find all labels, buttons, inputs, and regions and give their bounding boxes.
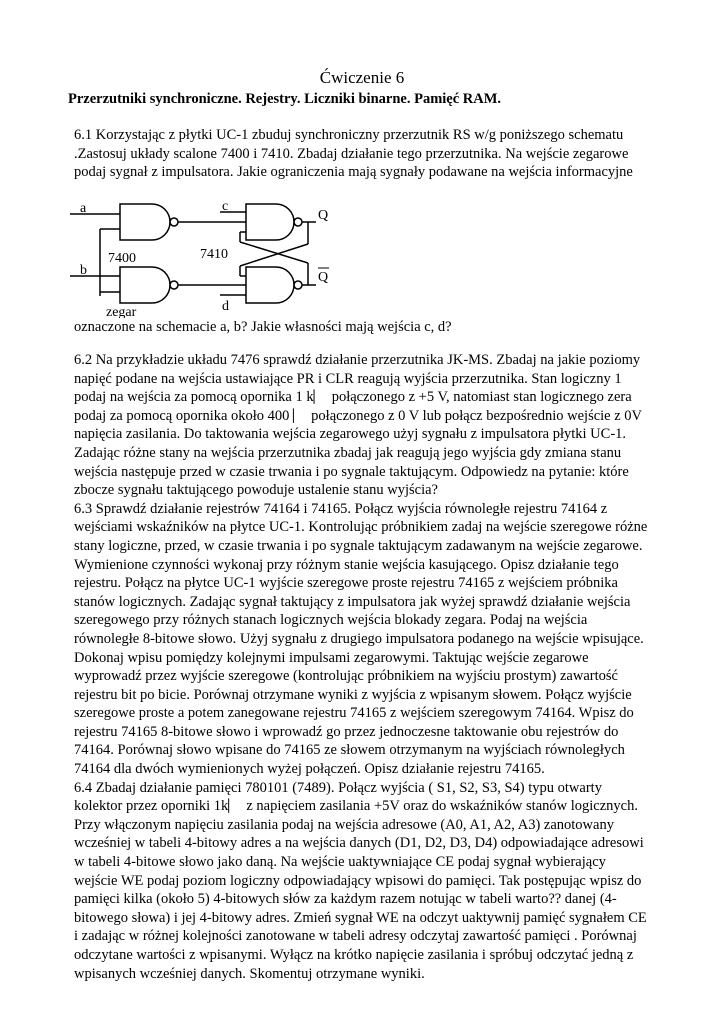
text-line: podaj za pomocą opornika około 400 ⎸ połączonego z 0 V lub połącz bezpośrednio wejście z 0V: [74, 407, 643, 424]
text-line: w tabeli 4-bitowe słowo jako daną. Na wejście uaktywniające CE podaj sygnał wybierający: [74, 854, 606, 871]
text-line: kolektor przez oporniki 1k⎸ z napięciem zasilania +5V oraz do wskaźników stanów logicznych.: [74, 798, 638, 815]
text-line: wcześniej w tabeli 4-bitowy adres a na wejścia danych (D1, D2, D3, D4) odpowiadające adresowi: [74, 835, 644, 852]
label-7400: 7400: [108, 251, 136, 266]
text-line: rejestru bit po bicie. Porównaj otrzymane wyniki z wyjścia z wpisanym słowem. Połącz wyjście: [74, 686, 632, 703]
text-line: podaj na wejścia za pomocą opornika 1 k⎸ połączonego z +5 V, natomiast stan logicznego zera: [74, 389, 632, 406]
nand-gate-top-left: [120, 204, 170, 240]
nand-gate-bottom-left: [120, 267, 170, 303]
text-line: 6.1 Korzystając z płytki UC-1 zbuduj synchroniczny przerzutnik RS w/g poniższego schematu: [74, 127, 624, 143]
label-d: d: [222, 299, 229, 314]
text-line: wejście WE podaj poziom logiczny odpowiadający wpisowi do pamięci. Tak postępując wpisz do: [74, 872, 642, 889]
text-line: rejestru. Połącz na płytce UC-1 wyjście szeregowe proste rejestru 74165 z wejściem próbnika: [74, 575, 618, 592]
rs-flipflop-schematic: [70, 196, 340, 318]
text-line: bitowego słowa) i jej 4-bitowy adres. Zmień sygnał WE na odczyt uaktywnij pamięć sygnałem CE: [74, 909, 647, 926]
text-line: 6.2 Na przykładzie układu 7476 sprawdź działanie przerzutnika JK-MS. Zbadaj na jakie poziomy: [74, 352, 641, 368]
nand-gate-top-right: [246, 204, 294, 240]
text-line: Przy włączonym napięciu zasilania podaj na wejścia adresowe (A0, A1, A2, A3) zanotowany: [74, 816, 614, 833]
text-line: .Zastosuj układy scalone 7400 i 7410. Zbadaj działanie tego przerzutnika. Na wejście zegarowe: [74, 145, 629, 162]
text-line: oznaczone na schemacie a, b? Jakie własności mają wejścia c, d?: [74, 319, 452, 335]
text-line: pamięci kilka (około 5) 4-bitowych słów za każdym razem notując w tabeli warto?? danej (4-: [74, 891, 617, 908]
body-text: [74, 351, 714, 983]
text-line: wpisanych wcześniej danych. Skomentuj otrzymane wyniki.: [74, 965, 425, 982]
text-line: równoległe 8-bitowe słowo. Użyj sygnału z drugiego impulsatora podanego na wejście wpisujące.: [74, 630, 644, 647]
text-line: napięcia zasilania. Do taktowania wejścia zegarowego użyj sygnału z impulsatora płytki UC-1.: [74, 426, 627, 443]
text-line: szeregowego przy różnych stanach logicznych wejścia blokady zegara. Podaj na wejścia: [74, 612, 588, 629]
label-c: c: [222, 199, 229, 214]
page-title: Ćwiczenie 6: [319, 68, 405, 87]
text-line: szeregowe proste a potem zanegowane rejestru 74165 z wejściem szeregowym 74164. Wpisz do: [74, 705, 634, 722]
text-line: 74164. Porównaj słowo wpisane do 74165 ze słowem otrzymanym na wyjściach równoległych: [74, 742, 625, 759]
text-line: wejściami wskaźników na płytce UC-1. Kontrolując próbnikiem zadaj na wejście szeregowe różne: [74, 519, 648, 536]
text-line: odczytane wartości z wpisanymi. Wyłącz na krótko napięcie zasilania i spróbuj odczytać jedną z: [74, 947, 634, 963]
text-line: stany logiczne, przed, w czasie trwania i po sygnale taktującym zadawanym na wejście zegarowe.: [74, 537, 643, 554]
text-line: Zadając różne stany na wejścia przerzutnika zbadaj jak reagują jego wyjścia gdy zmiana stanu: [74, 444, 622, 461]
section-6-1-continuation: [74, 318, 714, 337]
label-a: a: [80, 201, 87, 216]
text-line: Wymienione czynności wykonaj przy różnym stanie wejścia kasującego. Opisz działanie tego: [74, 556, 619, 573]
text-line: napięć podane na wejścia ustawiające PR i CLR reagują wyjścia przerzutnika. Stan logiczny 1: [74, 370, 622, 387]
text-line: wejścia następuje przed w czasie trwania i po sygnale taktującym. Odpowiedz na pytanie: które: [74, 463, 629, 480]
label-b: b: [80, 263, 87, 278]
label-zegar: zegar: [106, 305, 137, 318]
text-line: 6.4 Zbadaj działanie pamięci 780101 (7489). Połącz wyjścia ( S1, S2, S3, S4) typu otwarty: [74, 779, 602, 796]
label-q-bar: Q: [318, 270, 329, 285]
text-line: Dokonaj wpisu pomiędzy kolejnymi impulsami zegarowymi. Taktując wejście zegarowe: [74, 649, 589, 666]
section-6-1-paragraph: [74, 126, 714, 182]
label-7410: 7410: [200, 247, 228, 262]
text-line: 74164 dla dwóch wymienionych wyżej połączeń. Opisz działanie rejestru 74165.: [74, 761, 545, 778]
text-line: rejestru 74165 8-bitowe słowo i wprowadź go przez jednoczesne taktowanie obu rejestrów do: [74, 723, 619, 740]
text-line: i zadając w różnej kolejności zanotowane w tabeli adresy odczytaj zawartość pamięci . Porównaj: [74, 928, 637, 945]
page-subtitle: Przerzutniki synchroniczne. Rejestry. Liczniki binarne. Pamięć RAM.: [68, 91, 502, 107]
nand-gate-bottom-right: [246, 267, 294, 303]
text-line: zbocze sygnału taktującego powoduje ustalenie stanu wyjścia?: [74, 482, 438, 499]
text-line: podaj sygnał z impulsatora. Jakie ograniczenia mają sygnały podawane na wejścia informacyjne: [74, 164, 633, 181]
label-q: Q: [318, 208, 329, 223]
text-line: 6.3 Sprawdź działanie rejestrów 74164 i 74165. Połącz wyjścia równoległe rejestru 74164 z: [74, 500, 608, 517]
text-line: wyprowadź przez wyjście szeregowe (kontrolując próbnikiem na wyjściu prostym) zawartość: [74, 668, 618, 685]
text-line: stanów logicznych. Zadając sygnał taktujący z impulsatora jak wyżej sprawdź działanie wejścia: [74, 593, 631, 610]
